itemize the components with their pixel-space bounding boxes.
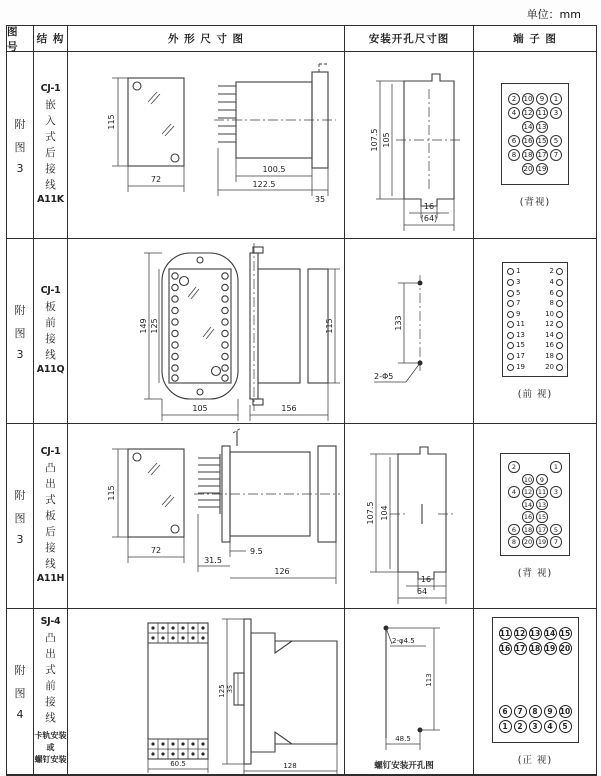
terminal-circle: 7 bbox=[550, 149, 562, 161]
fig-char: 附 bbox=[14, 117, 26, 131]
install-drawing-row1 bbox=[345, 52, 474, 239]
outline-drawing-row4 bbox=[68, 609, 345, 775]
dim-flange-width: 35 bbox=[314, 195, 326, 204]
terminal-box: 2 1 10 9 4 12 11 3 14 13 16 15 6 18 17 5 8 20 19 7 bbox=[500, 453, 570, 557]
dim-front-width: 72 bbox=[150, 545, 162, 555]
dim-slot-width: 16 bbox=[420, 574, 431, 584]
install-svg-a11h bbox=[346, 424, 473, 609]
outline-svg-a11k bbox=[70, 60, 342, 230]
terminal-circle: 9 bbox=[536, 93, 548, 105]
header-fig-no: 图 号 bbox=[7, 26, 34, 52]
install-drawing-row3 bbox=[345, 424, 474, 609]
type-code: A11K bbox=[37, 194, 64, 206]
model-code: CJ-1 bbox=[40, 82, 61, 94]
header-outline: 外 形 尺 寸 图 bbox=[68, 26, 345, 52]
terminal-circle: 17 bbox=[537, 150, 547, 159]
terminal-circle: 12 bbox=[523, 108, 533, 117]
type-code: A11H bbox=[36, 573, 65, 585]
terminal-circle: 4 bbox=[508, 107, 520, 119]
dim-front-width: 60.5 bbox=[170, 759, 186, 768]
model-code: CJ-1 bbox=[40, 284, 61, 296]
header-terminal: 端 子 图 bbox=[474, 26, 596, 52]
terminal-circle: 2 bbox=[508, 461, 520, 473]
terminal-circle: 2 bbox=[508, 93, 520, 105]
model-code: CJ-1 bbox=[40, 445, 61, 457]
fig-no-row2: 附 图 3 bbox=[7, 239, 34, 424]
dim-flange-height: 149 bbox=[139, 317, 148, 334]
dim-front-height: 115 bbox=[107, 484, 116, 501]
dim-front-width: 105 bbox=[192, 403, 208, 413]
outline-drawing-row3 bbox=[68, 424, 345, 609]
install-svg-sj4 bbox=[346, 610, 473, 774]
dim-body-length: 100.5 bbox=[262, 165, 286, 174]
terminal-caption: (前 视) bbox=[517, 389, 553, 401]
terminal-diagram-row3 bbox=[474, 424, 596, 609]
terminal-circle: 11 bbox=[537, 108, 547, 117]
terminal-circle: 15 bbox=[537, 136, 547, 145]
terminal-circle: 13 bbox=[537, 122, 547, 131]
install-drawing-row2 bbox=[345, 239, 474, 424]
terminal-circle: 11 bbox=[499, 629, 511, 638]
fig-char: 图 bbox=[14, 140, 26, 154]
hole-callout: 2-φ4.5 bbox=[391, 636, 415, 645]
terminal-circle: 1 bbox=[550, 93, 562, 105]
dim-side-length: 156 bbox=[281, 403, 297, 413]
terminal-circle: 3 bbox=[550, 107, 562, 119]
mount-note: 卡轨安装 或 螺钉安装 bbox=[34, 731, 67, 765]
dim-hole-distance: 133 bbox=[393, 314, 403, 331]
install-svg-a11k bbox=[346, 55, 473, 235]
dim-pin-length: 31.5 bbox=[204, 555, 222, 565]
fig-no-row4: 附 图 4 bbox=[7, 609, 34, 775]
outline-svg-a11q bbox=[70, 239, 342, 424]
terminal-circle: 5 bbox=[550, 135, 562, 147]
fig-char: 3 bbox=[16, 161, 24, 175]
terminal-circle: 8 bbox=[508, 149, 520, 161]
install-drawing-row4 bbox=[345, 609, 474, 775]
fig-no-row1 bbox=[7, 52, 34, 239]
model-code: SJ-4 bbox=[40, 615, 61, 627]
terminal-caption: (正 视) bbox=[517, 755, 553, 766]
dim-side-length: 128 bbox=[283, 761, 297, 770]
terminal-circle: 1 bbox=[550, 461, 562, 473]
unit-label: 单位：mm bbox=[526, 8, 581, 21]
dim-total-width: (64) bbox=[420, 214, 437, 223]
dim-front-height: 115 bbox=[107, 114, 116, 130]
dim-total-length: 122.5 bbox=[252, 180, 276, 189]
spec-table bbox=[6, 25, 597, 776]
terminal-circle: 6 bbox=[508, 135, 520, 147]
structure-row4: SJ-4 凸 出 式 前 接 线 卡轨安装 或 螺钉安装 bbox=[34, 609, 68, 775]
fig-no-row3: 附 图 3 bbox=[7, 424, 34, 609]
terminal-caption: (背 视) bbox=[517, 568, 553, 580]
dim-inner-height: 104 bbox=[379, 504, 389, 521]
terminal-circle: 18 bbox=[523, 150, 533, 159]
terminal-circle: 10 bbox=[523, 94, 533, 103]
dim-inner-height: 105 bbox=[381, 132, 391, 148]
install-svg-a11q bbox=[346, 239, 473, 424]
terminal-circle bbox=[507, 268, 514, 275]
terminal-diagram-row1 bbox=[474, 52, 596, 239]
terminal-caption: (背视) bbox=[519, 196, 551, 208]
dim-body-length: 126 bbox=[274, 566, 290, 576]
outline-svg-a11h bbox=[70, 424, 342, 609]
dim-outer-height: 107.5 bbox=[369, 128, 379, 152]
terminal-circle bbox=[556, 268, 563, 275]
terminal-circle: 19 bbox=[537, 164, 547, 173]
dim-slot-width: 16 bbox=[423, 202, 434, 211]
dim-total-width: 64 bbox=[416, 586, 427, 596]
dim-rail-notch: 35 bbox=[226, 684, 234, 693]
outline-drawing-row1 bbox=[68, 52, 345, 239]
terminal-diagram-row4 bbox=[474, 609, 596, 775]
dim-front-width: 72 bbox=[150, 175, 162, 184]
dim-offset: 9.5 bbox=[250, 546, 263, 556]
outline-svg-sj4 bbox=[70, 609, 342, 775]
dim-side-height: 125 bbox=[218, 683, 226, 698]
outline-drawing-row2 bbox=[68, 239, 345, 424]
terminal-circle: 14 bbox=[523, 122, 533, 131]
terminal-circle: 16 bbox=[523, 136, 533, 145]
dim-front-height: 125 bbox=[150, 317, 159, 334]
structure-row3: CJ-1 凸 出 式 板 后 接 线 A11H bbox=[34, 424, 68, 609]
install-caption: 螺钉安装开孔图 bbox=[373, 760, 434, 771]
type-code: A11Q bbox=[36, 364, 65, 376]
dim-vertical-distance: 113 bbox=[424, 672, 433, 687]
terminal-box: 11 12 13 14 15 16 17 18 19 20 6 7 8 9 10 1 2 3 4 5 bbox=[492, 617, 579, 743]
structure-row2: CJ-1 板 前 接 线 A11Q bbox=[34, 239, 68, 424]
dim-side-height: 115 bbox=[325, 317, 334, 334]
dim-outer-height: 107.5 bbox=[365, 501, 375, 524]
terminal-circle: 20 bbox=[523, 164, 533, 173]
hole-callout: 2-Φ5 bbox=[373, 371, 393, 381]
terminal-box bbox=[501, 83, 569, 185]
dim-horizontal-distance: 48.5 bbox=[394, 734, 411, 743]
structure-row1: CJ-1 嵌 入 式 后 接 线 A11K bbox=[34, 52, 68, 239]
terminal-diagram-row2 bbox=[474, 239, 596, 424]
terminal-box: 1 2 3 4 5 6 7 8 9 10 11 12 13 14 15 16 17 18 19 20 bbox=[502, 262, 568, 378]
header-structure: 结 构 bbox=[34, 26, 68, 52]
header-install: 安装开孔尺寸图 bbox=[345, 26, 474, 52]
